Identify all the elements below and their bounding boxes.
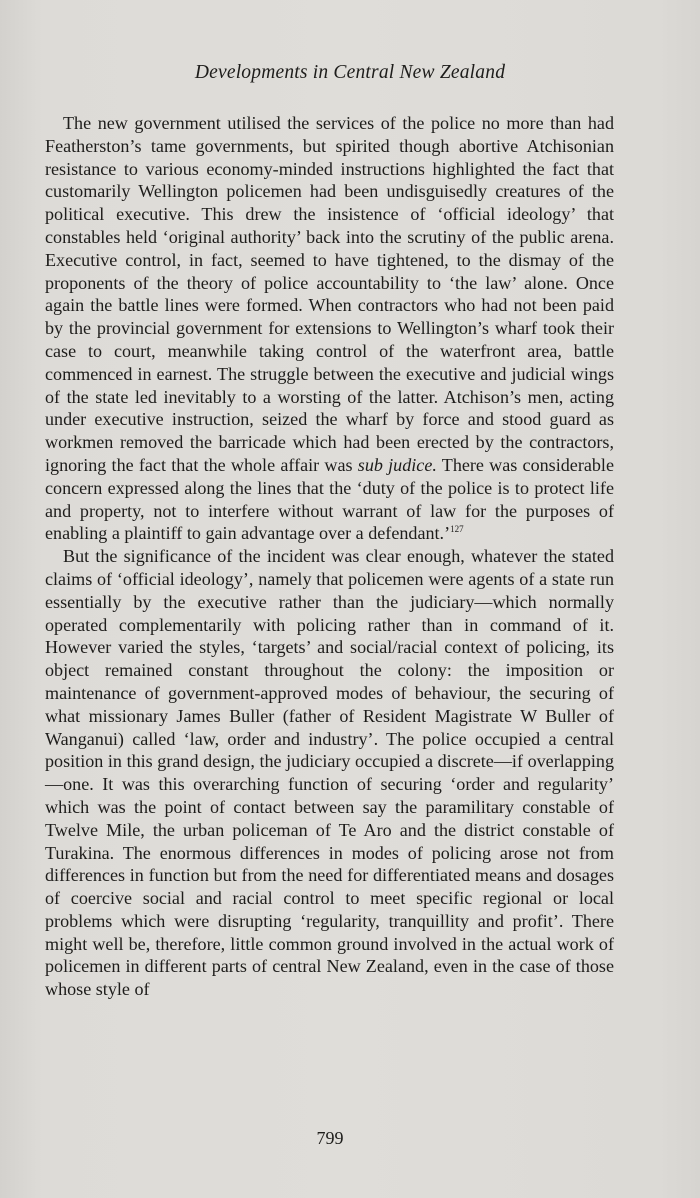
body-text xyxy=(45,112,614,1001)
paragraph-text: There was considerable concern expressed along the lines that the ‘duty of the police is to protect life and property, not to interfere without warrant of law for the purposes of enabling a plaintiff to gain advantage over a defendant.’ xyxy=(45,454,614,544)
italic-phrase: sub judice. xyxy=(357,454,437,475)
paragraph xyxy=(45,112,614,545)
paragraph: But the significance of the incident was clear enough, whatever the stated claims of ‘official ideology’, namely that policemen were agents of a state run essentially by the executive rather than the judiciary—which normally operated complementarily with policing rather than in command of it. However varied the styles, ‘targets’ and social/racial context of policing, its object remained constant throughout the colony: the imposition or maintenance of government-approved modes of behaviour, the securing of what missionary James Buller (father of Resident Magistrate W Buller of Wanganui) called ‘law, order and industry’. The police occupied a central position in this grand design, the judiciary occupied a discrete—if overlapping—one. It was this overarching function of securing ‘order and regularity’ which was the point of contact between say the paramilitary constable of Twelve Mile, the urban policeman of Te Aro and the district constable of Turakina. The enormous differences in modes of policing arose not from differences in function but from the need for differentiated means and dosages of coercive social and racial control to meet specific regional or local problems which were disrupting ‘regularity, tranquillity and profit’. There might well be, therefore, little common ground involved in the actual work of policemen in different parts of central New Zealand, even in the case of those whose style of xyxy=(45,546,614,1000)
running-head-title: Developments in Central New Zealand xyxy=(194,62,506,83)
page-number: 799 xyxy=(316,1128,344,1148)
footnote-reference: 127 xyxy=(450,524,464,535)
paragraph-text: The new government utilised the services of the police no more than had Featherston’s tame governments, but spirited though abortive Atchisonian resistance to various economy-minded instructions highlighted the fact that customarily Wellington policemen had been undisguisedly creatures of the political executive. This drew the insistence of ‘official ideology’ that constables held ‘original authority’ back into the scrutiny of the public arena. Executive control, in fact, seemed to have tightened, to the dismay of the proponents of the theory of police accountability to ‘the law’ alone. Once again the battle lines were formed. When contractors who had not been paid by the provincial government for extensions to Wellington’s wharf took their case to court, meanwhile taking control of the waterfront area, battle commenced in earnest. The struggle between the executive and judicial wings of the state led inevitably to a worsting of the latter. Atchison’s men, acting under executive instruction, seized the wharf by force and stood guard as workmen removed the barricade which had been erected by the contractors, ignoring the fact that the whole affair was xyxy=(45,113,614,475)
